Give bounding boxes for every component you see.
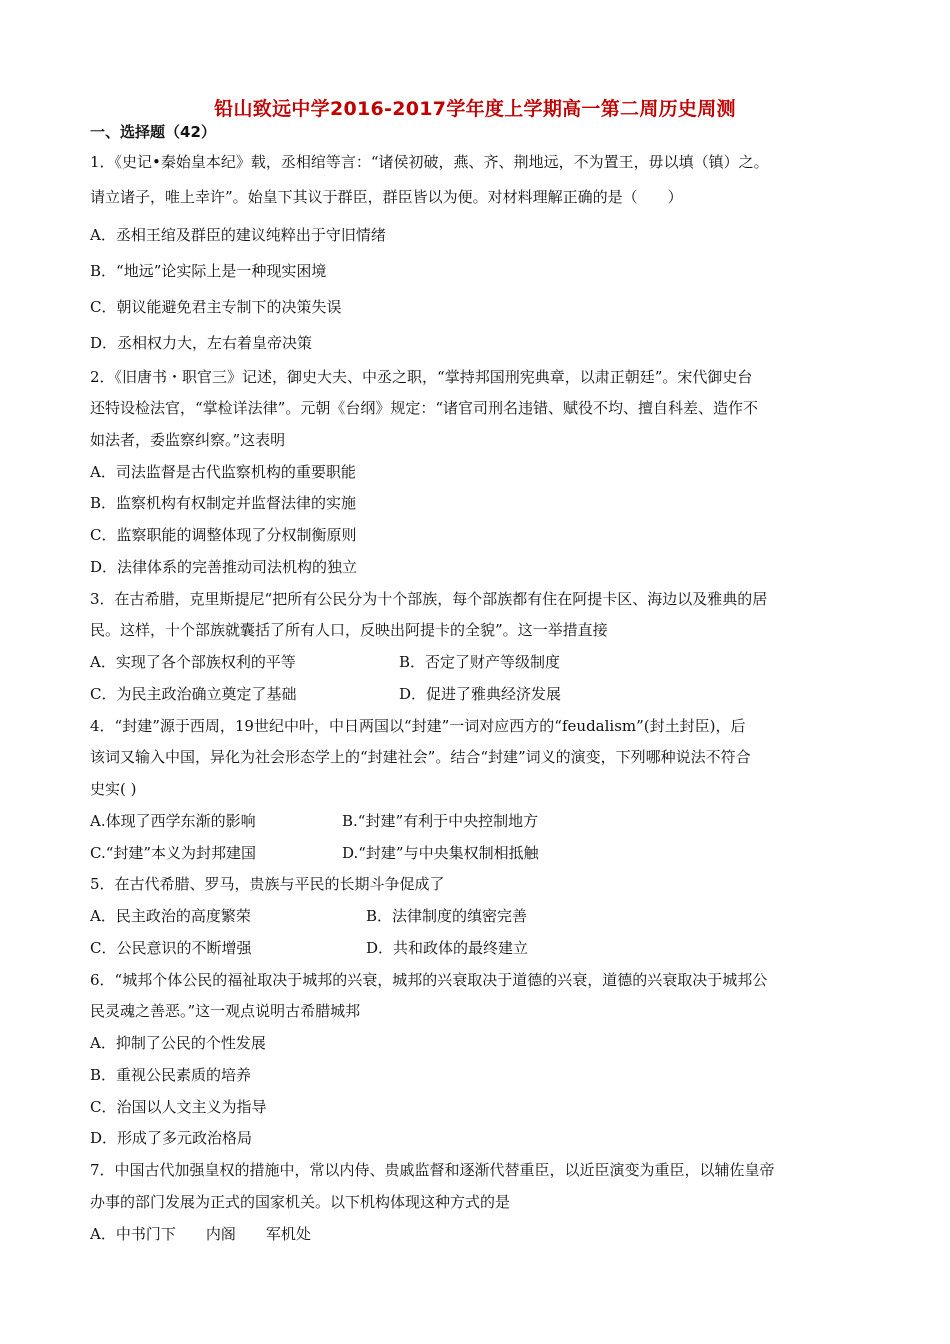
q1-option-d: D．丞相权力大，左右着皇帝决策 (90, 334, 313, 352)
q2-stem-line3: 如法者，委监察纠察。”这表明 (90, 431, 286, 449)
q5-option-a: A．民主政治的高度繁荣 (90, 907, 251, 925)
q1-option-c: C．朝议能避免君主专制下的决策失误 (90, 298, 342, 316)
q1-option-b: B．“地远”论实际上是一种现实困境 (90, 262, 327, 280)
q3-stem-line2: 民。这样，十个部族就囊括了所有人口，反映出阿提卡的全貌”。这一举措直接 (90, 621, 608, 639)
q4-stem-line3: 史实( ) (90, 780, 137, 798)
q4-option-b: B.“封建”有利于中央控制地方 (342, 812, 539, 830)
q6-stem-line2: 民灵魂之善恶。”这一观点说明古希腊城邦 (90, 1002, 361, 1020)
q4-option-d: D.“封建”与中央集权制相抵触 (342, 844, 539, 862)
q6-option-a: A．抑制了公民的个性发展 (90, 1034, 266, 1052)
q6-option-d: D．形成了多元政治格局 (90, 1129, 253, 1147)
q6-stem-line1: 6．“城邦个体公民的福祉取决于城邦的兴衰，城邦的兴衰取决于道德的兴衰，道德的兴衰取决于城邦公 (90, 971, 768, 989)
q7-stem-line1: 7．中国古代加强皇权的措施中，常以内侍、贵戚监督和逐渐代替重臣，以近臣演变为重臣，以辅佐皇帝 (90, 1161, 775, 1179)
q5-option-b: B．法律制度的缜密完善 (366, 907, 528, 925)
q2-option-a: A．司法监督是古代监察机构的重要职能 (90, 463, 356, 481)
exam-title: 铅山致远中学2016-2017学年度上学期高一第二周历史周测 (214, 98, 736, 120)
q3-option-d: D．促进了雅典经济发展 (399, 685, 562, 703)
section-heading: 一、选择题（42） (90, 123, 216, 141)
q2-option-d: D．法律体系的完善推动司法机构的独立 (90, 558, 358, 576)
q1-stem-line2: 请立诸子，唯上幸许”。始皇下其议于群臣，群臣皆以为便。对材料理解正确的是（ ） (90, 188, 683, 206)
q2-stem-line1: 2．《旧唐书・职官三》记述，御史大夫、中丞之职，“掌持邦国刑宪典章，以肃正朝廷”。宋代御史台 (90, 368, 753, 386)
q5-option-d: D．共和政体的最终建立 (366, 939, 529, 957)
q5-stem-line1: 5．在古代希腊、罗马，贵族与平民的长期斗争促成了 (90, 875, 445, 893)
q7-stem-line2: 办事的部门发展为正式的国家机关。以下机构体现这种方式的是 (90, 1193, 511, 1211)
q3-option-c: C．为民主政治确立奠定了基础 (90, 685, 297, 703)
q2-option-c: C．监察职能的调整体现了分权制衡原则 (90, 526, 357, 544)
q3-option-b: B．否定了财产等级制度 (399, 653, 561, 671)
q1-stem-line1: 1．《史记•秦始皇本纪》载，丞相绾等言：“诸侯初破，燕、齐、荆地远，不为置王，毋以填（镇）之。 (90, 153, 769, 171)
q5-option-c: C．公民意识的不断增强 (90, 939, 252, 957)
q4-stem-line2: 该词又输入中国，异化为社会形态学上的“封建社会”。结合“封建”词义的演变，下列哪种说法不符合 (90, 748, 751, 766)
q3-stem-line1: 3．在古希腊，克里斯提尼“把所有公民分为十个部族，每个部族都有住在阿提卡区、海边以及雅典的居 (90, 590, 768, 608)
q2-stem-line2: 还特设检法官，“掌检详法律”。元朝《台纲》规定：“诸官司刑名违错、赋役不均、擅自科差、造作不 (90, 399, 759, 417)
q4-option-a: A.体现了西学东渐的影响 (90, 812, 256, 830)
q3-option-a: A．实现了各个部族权利的平等 (90, 653, 296, 671)
q4-option-c: C.“封建”本义为封邦建国 (90, 844, 257, 862)
q6-option-b: B．重视公民素质的培养 (90, 1066, 252, 1084)
q2-option-b: B．监察机构有权制定并监督法律的实施 (90, 494, 357, 512)
q7-option-a: A．中书门下 内阁 军机处 (90, 1225, 311, 1243)
q4-stem-line1: 4．“封建”源于西周，19世纪中叶，中日两国以“封建”一词对应西方的“feudalism”(封土封臣)，后 (90, 717, 746, 735)
q6-option-c: C．治国以人文主义为指导 (90, 1098, 267, 1116)
q1-option-a: A．丞相王绾及群臣的建议纯粹出于守旧情绪 (90, 226, 386, 244)
